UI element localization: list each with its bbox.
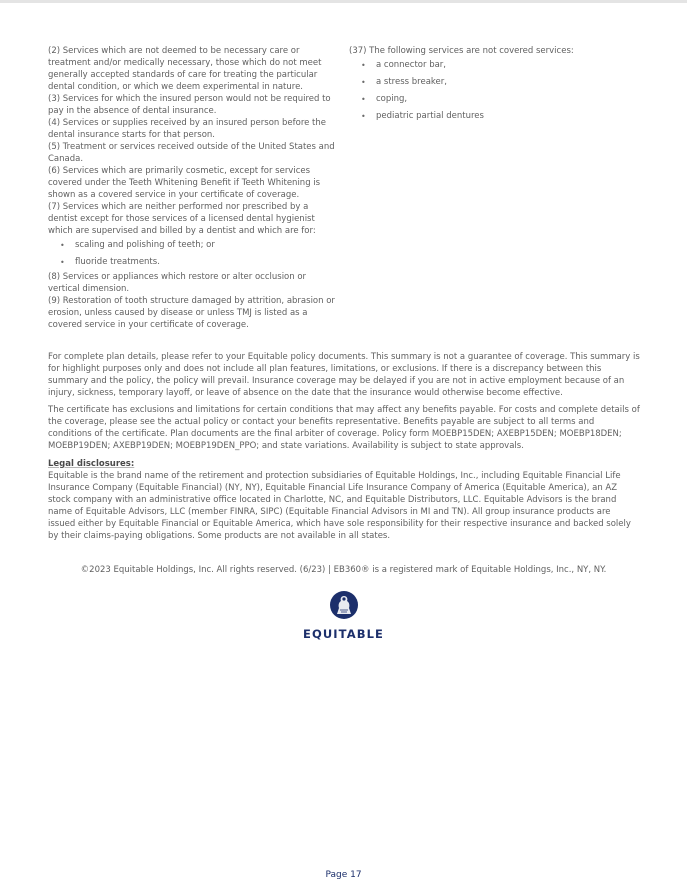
exclusion-4: (4) Services or supplies received by an insured person before the dental insurance starts for that person. <box>48 118 327 140</box>
exclusion-3: (3) Services for which the insured person would not be required to pay in the absence of dental insurance. <box>48 94 331 116</box>
equitable-wordmark: EQUITABLE <box>303 627 384 641</box>
list-item: • coping, <box>349 91 649 108</box>
exclusion-6: (6) Services which are primarily cosmetic, except for services covered under the Teeth Whitening Benefit if Teeth Whitening is shown as a covered service in your certificate of coverage. <box>48 166 321 200</box>
exclusion-37: (37) The following services are not covered services: <box>349 46 574 56</box>
exclusions-right-column <box>349 45 649 125</box>
list-item: • pediatric partial dentures <box>349 108 649 125</box>
legal-disclosures-text: Equitable is the brand name of the retirement and protection subsidiaries of Equitable Holdings, Inc., including Equitable Financial Life Insurance Company (Equitable Financial) (NY, NY), Equitable Financial Life Insurance Company of America (Equitable America), an AZ stock company with an administrative office located in Charlotte, NC, and Equitable Distributors, LLC. Equitable Advisors is the brand name of Equitable Advisors, LLC (member FINRA, SIPC) (Equitable Financial Advisors in MI and TN). All group insurance products are issued either by Equitable Financial or Equitable America, which have sole responsibility for their respective insurance and backed solely by their claims-paying obligations. Some products are not available in all states. <box>48 471 631 541</box>
page-number: Page 17 <box>325 870 362 880</box>
list-item: • fluoride treatments. <box>48 254 340 271</box>
exclusion-9: (9) Restoration of tooth structure damaged by attrition, abrasion or erosion, unless caused by disease or unless TMJ is listed as a covered service in your certificate of coverage. <box>48 296 335 330</box>
legal-disclosures-title: Legal disclosures: <box>48 459 135 469</box>
equitable-logo-icon <box>329 590 359 620</box>
equitable-logo <box>0 590 687 641</box>
certificate-disclaimer <box>48 404 640 452</box>
exclusion-2: (2) Services which are not deemed to be necessary care or treatment and/or medically necessary, those which do not meet generally accepted standards of care for treating the particular dental condition, or which we deem experimental in nature. <box>48 46 322 92</box>
exclusion-8: (8) Services or appliances which restore or alter occlusion or vertical dimension. <box>48 272 307 294</box>
exclusion-7: (7) Services which are neither performed nor prescribed by a dentist except for those services of a licensed dental hygienist which are supervised and billed by a dentist and which are for: <box>48 202 316 236</box>
exclusions-left-column <box>48 45 340 331</box>
page-top-edge <box>0 0 687 3</box>
certificate-paragraph: The certificate has exclusions and limitations for certain conditions that may affect any benefits payable. For costs and complete details of the coverage, please see the actual policy or contact your benefits representative. Benefits payable are subject to all terms and conditions of the certificate. Plan documents are the final arbiter of coverage. Policy form MOEBP15DEN; AXEBP15DEN; MOEBP18DEN; MOEBP19DEN; AXEBP19DEN; MOEBP19DEN_PPO; and state variations. Availability is subject to state approvals. <box>48 405 640 451</box>
list-item: • a stress breaker, <box>349 74 649 91</box>
summary-paragraph: For complete plan details, please refer to your Equitable policy documents. This summary is not a guarantee of coverage. This summary is for highlight purposes only and does not include all plan features, limitations, or exclusions. If there is a discrepancy between this summary and the policy, the policy will prevail. Insurance coverage may be delayed if you are not in active employment because of an injury, sickness, temporary layoff, or leave of absence on the date that the insurance would otherwise become effective. <box>48 352 640 398</box>
copyright-notice: ©2023 Equitable Holdings, Inc. All rights reserved. (6/23) | EB360® is a registered mark of Equitable Holdings, Inc., NY, NY. <box>80 565 607 575</box>
non-covered-services-list <box>349 57 649 125</box>
plan-summary-disclaimer <box>48 351 640 399</box>
hygienist-services-list <box>48 237 340 271</box>
legal-disclosures <box>48 458 640 542</box>
list-item: • a connector bar, <box>349 57 649 74</box>
list-item: • scaling and polishing of teeth; or <box>48 237 340 254</box>
exclusion-5: (5) Treatment or services received outside of the United States and Canada. <box>48 142 335 164</box>
